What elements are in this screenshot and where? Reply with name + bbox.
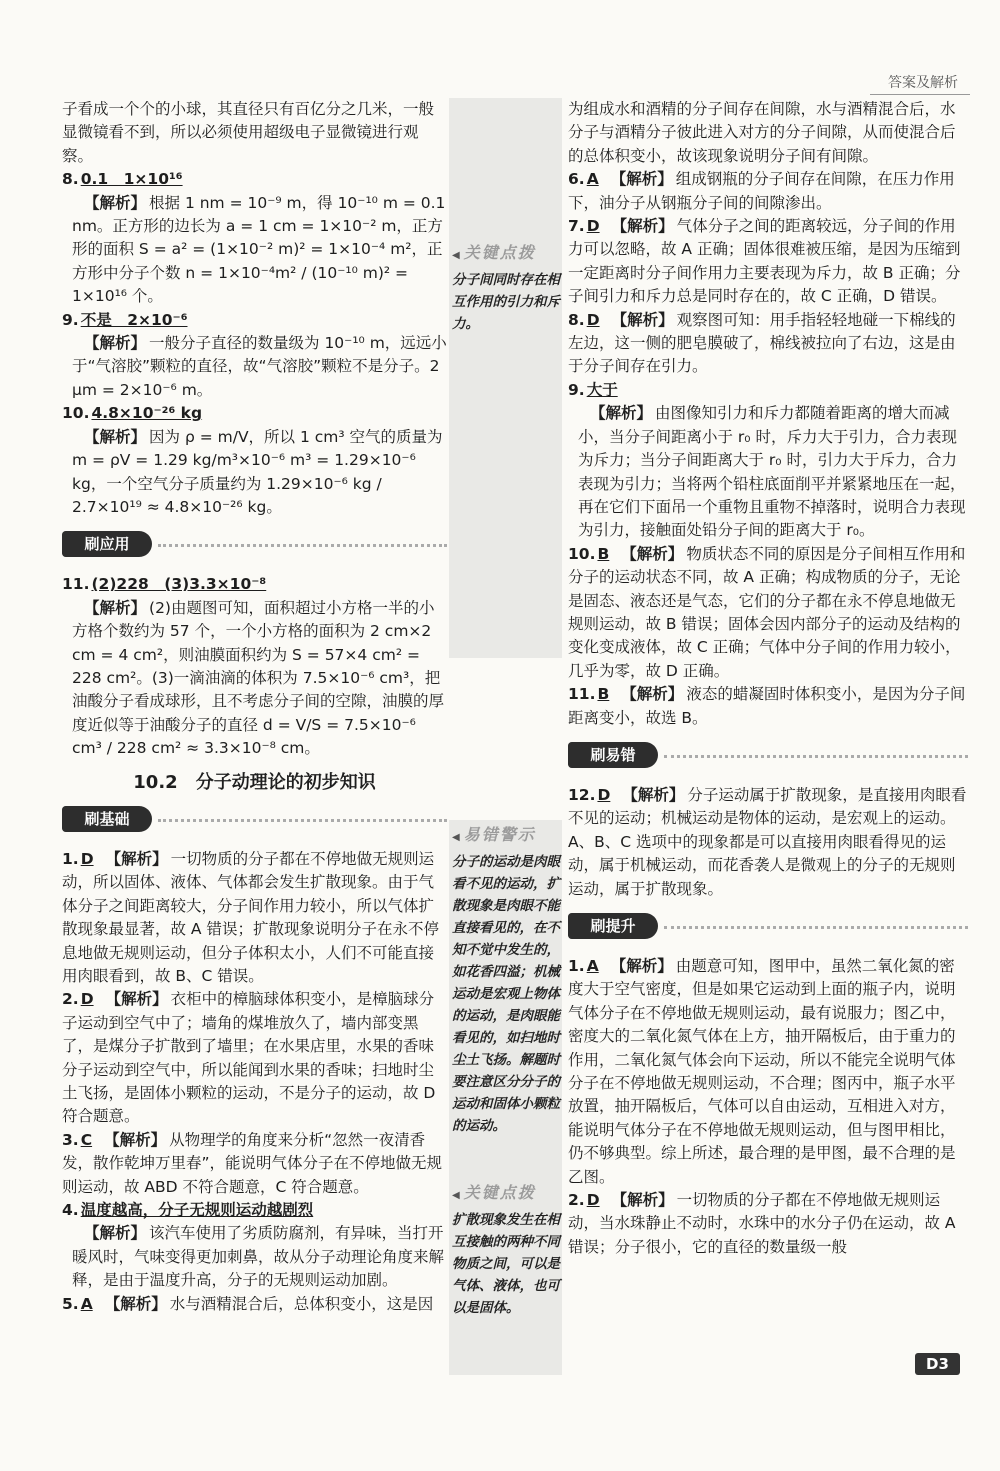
analysis-tag: 【解析】 bbox=[105, 990, 168, 1009]
note-title: ◀ 易错警示 bbox=[452, 822, 560, 845]
page-header-title: 答案及解析 bbox=[888, 75, 958, 91]
question-answer bbox=[568, 215, 968, 309]
section-header bbox=[568, 742, 968, 774]
analysis-text: 衣柜中的樟脑球体积变小，是樟脑球分子运动到空气中了；墙角的煤堆放久了，墙内部变黑了，是煤分子扩散到了墙里；在水果店里，水果的香味分子运动到空气中，所以能闻到水果的香味；扫地时尘土飞扬，是固体小颗粒的运动，不是分子的运动，故 D 符合题意。 bbox=[62, 990, 436, 1126]
analysis-text: 观察图可知：用手指轻轻地碰一下棉线的左边，这一侧的肥皂膜破了，棉线被拉向了右边，这是由于分子间存在引力。 bbox=[568, 310, 956, 376]
analysis-text: 一切物质的分子都在不停地做无规则运动，所以固体、液体、气体都会发生扩散现象。由于气体分子之间距离较大，分子间作用力较小，所以气体扩散现象最显著，故 A 错误；扩散现象说明分子在永不停息地做无规则运动，但分子体积太小，人们不可能直接用肉眼看到，故 B、C 错误。 bbox=[62, 849, 439, 985]
analysis-text: 组成钢瓶的分子间存在间隙，在压力作用下，油分子从钢瓶分子间的间隙渗出。 bbox=[568, 170, 955, 212]
paragraph bbox=[62, 597, 447, 761]
question-number: 8. bbox=[568, 310, 585, 329]
analysis-text: 液态的蜡凝固时体积变小，是因为分子间距离变小，故选 B。 bbox=[568, 685, 966, 727]
answer-value: 0.1 1×10¹⁶ bbox=[80, 170, 183, 189]
paragraph-text: 为组成水和酒精的分子间存在间隙，水与酒精混合后，水分子与酒精分子彼此进入对方的分子间隙，从而使混合后的总体积变小，故该现象说明分子间有间隙。 bbox=[568, 100, 956, 165]
section-dotted-rule bbox=[664, 926, 968, 929]
note-body: 分子的运动是肉眼看不见的运动，扩散现象是肉眼不能直接看见的，在不知不觉中发生的，如花香四溢；机械运动是宏观上物体的运动，是肉眼能看见的，如扫地时尘土飞扬。解题时要注意区分分子的运动和固体小颗粒的运动。 bbox=[452, 854, 560, 1134]
paragraph bbox=[568, 402, 968, 542]
paragraph-text: 子看成一个个的小球，其直径只有百亿分之几米，一般显微镜看不到，所以必须使用超级电子显微镜进行观察。 bbox=[62, 100, 435, 165]
answer-value: (2)228 (3)3.3×10⁻⁸ bbox=[91, 575, 267, 594]
analysis-tag: 【解析】 bbox=[621, 544, 684, 563]
section-badge: 刷易错 bbox=[568, 742, 658, 768]
analysis-text: 从物理学的角度来分析“忽然一夜清香发，散作乾坤万里春”，能说明气体分子在不停地做无规则运动，故 ABD 不符合题意，C 符合题意。 bbox=[62, 1130, 443, 1196]
analysis-tag: 【解析】 bbox=[611, 217, 674, 236]
question-number: 9. bbox=[568, 380, 585, 399]
answer-value: 4.8×10⁻²⁶ kg bbox=[91, 404, 203, 423]
paragraph bbox=[62, 192, 447, 309]
analysis-text: 由题意可知，图甲中，虽然二氧化氮的密度大于空气密度，但是如果它运动到上面的瓶子内，说明气体分子在不停地做无规则运动，最有说服力；图乙中，密度大的二氧化氮气体在上方，抽开隔板后，由于重力的作用，二氧化氮气体会向下运动，所以不能完全说明气体分子在不停地做无规则运动，不合理；图丙中，瓶子水平放置，抽开隔板后，气体可以自由运动，互相进入对方，能说明气体分子在不停地做无规则运动，但与图甲相比，仍不够典型。综上所述，最合理的是甲图，最不合理的是乙图。 bbox=[568, 957, 956, 1186]
question-number: 2. bbox=[62, 990, 79, 1009]
analysis-tag: 【解析】 bbox=[611, 310, 674, 329]
page-number: D3 bbox=[915, 1353, 960, 1375]
paragraph-text: 根据 1 nm = 10⁻⁹ m，得 10⁻¹⁰ m = 0.1 nm。正方形的边长为 a = 1 cm = 1×10⁻² m，正方形的面积 S = a² = (1×10⁻² m)² = 1×10⁻⁴ m²，正方形中分子个数 n = 1×10⁻⁴m² / (10⁻¹⁰ m)² = 1×10¹⁶ 个。 bbox=[72, 193, 446, 306]
chapter-heading bbox=[62, 771, 447, 794]
question-answer bbox=[62, 1293, 447, 1316]
answer-value: A bbox=[586, 170, 599, 189]
section-header bbox=[568, 913, 968, 945]
analysis-tag: 【解析】 bbox=[84, 334, 147, 353]
question-answer bbox=[568, 168, 968, 215]
analysis-tag: 【解析】 bbox=[621, 685, 684, 704]
analysis-tag: 【解析】 bbox=[84, 598, 147, 617]
question-number: 7. bbox=[568, 217, 585, 236]
question-answer bbox=[62, 1199, 447, 1222]
section-dotted-rule bbox=[158, 544, 447, 547]
question-answer bbox=[568, 784, 968, 901]
note-key-tip-2 bbox=[452, 1180, 560, 1319]
paragraph-text: 因为 ρ = m/V，所以 1 cm³ 空气的质量为 m = ρV = 1.29 kg/m³×10⁻⁶ m³ = 1.29×10⁻⁶ kg，一个空气分子质量约为 1.29×10⁻⁶ kg / 2.7×10¹⁹ ≈ 4.8×10⁻²⁶ kg。 bbox=[72, 427, 443, 516]
answer-value: B bbox=[597, 544, 610, 563]
analysis-tag: 【解析】 bbox=[610, 170, 673, 189]
question-number: 9. bbox=[62, 310, 79, 329]
answer-value: D bbox=[586, 310, 600, 329]
paragraph-text: 该汽车使用了劣质防腐剂，有异味，当打开暖风时，气味变得更加刺鼻，故从分子动理论角度来解释，是由于温度升高，分子的无规则运动加剧。 bbox=[72, 1224, 445, 1290]
analysis-tag: 【解析】 bbox=[622, 785, 685, 804]
question-answer bbox=[568, 683, 968, 730]
answer-value: B bbox=[597, 685, 610, 704]
answer-value: A bbox=[80, 1294, 93, 1313]
answer-value: 温度越高，分子无规则运动越剧烈 bbox=[80, 1201, 314, 1220]
chapter-number: 10.2 bbox=[133, 771, 178, 793]
answer-value: D bbox=[80, 990, 94, 1009]
question-number: 5. bbox=[62, 1294, 79, 1313]
question-answer bbox=[568, 543, 968, 683]
question-answer bbox=[568, 309, 968, 379]
question-number: 2. bbox=[568, 1191, 585, 1210]
question-answer bbox=[62, 402, 447, 425]
question-answer bbox=[62, 848, 447, 988]
header-rule bbox=[870, 94, 970, 95]
analysis-tag: 【解析】 bbox=[104, 1294, 167, 1313]
question-number: 8. bbox=[62, 170, 79, 189]
analysis-tag: 【解析】 bbox=[105, 849, 168, 868]
section-header bbox=[62, 531, 447, 563]
question-answer bbox=[62, 1129, 447, 1199]
note-body: 扩散现象发生在相互接触的两种不同物质之间，可以是气体、液体，也可以是固体。 bbox=[452, 1212, 560, 1316]
right-column bbox=[568, 98, 968, 1259]
answer-value: C bbox=[80, 1130, 93, 1149]
analysis-text: 物质状态不同的原因是分子间相互作用和分子的运动状态不同，故 A 正确；构成物质的分子，无论是固态、液态还是气态，它们的分子都在永不停息地做无规则运动，故 B 错误；固体会因内部分子的运动及结构的变化变成液体，故 C 正确；气体中分子间的作用力较小，几乎为零，故 D 正确。 bbox=[568, 544, 966, 680]
note-title: ◀ 关键点拨 bbox=[452, 240, 560, 263]
answer-value: D bbox=[586, 1191, 600, 1210]
paragraph bbox=[62, 1222, 447, 1292]
section-badge: 刷应用 bbox=[62, 531, 152, 557]
analysis-tag: 【解析】 bbox=[84, 427, 147, 446]
analysis-tag: 【解析】 bbox=[590, 404, 653, 423]
section-dotted-rule bbox=[158, 819, 447, 822]
question-answer bbox=[568, 955, 968, 1189]
analysis-tag: 【解析】 bbox=[611, 1191, 674, 1210]
answer-value: D bbox=[80, 849, 94, 868]
question-number: 1. bbox=[568, 957, 585, 975]
question-answer bbox=[62, 309, 447, 332]
question-answer bbox=[568, 1189, 968, 1259]
question-number: 3. bbox=[62, 1130, 79, 1149]
note-title: ◀ 关键点拨 bbox=[452, 1180, 560, 1203]
chapter-title: 分子动理论的初步知识 bbox=[195, 771, 376, 793]
analysis-tag: 【解析】 bbox=[610, 957, 673, 975]
paragraph bbox=[62, 426, 447, 520]
question-number: 11. bbox=[568, 685, 596, 704]
analysis-text: 分子运动属于扩散现象，是直接用肉眼看不见的运动；机械运动是物体的运动，是宏观上的运动。A、B、C 选项中的现象都是可以直接用肉眼看得见的运动，属于机械运动，而花香袭人是微观上的分子的无规则运动，属于扩散现象。 bbox=[568, 785, 967, 898]
note-error-warning bbox=[452, 822, 560, 1137]
question-answer bbox=[62, 573, 447, 596]
paragraph-text: (2)由题图可知，面积超过小方格一半的小方格个数约为 57 个，一个小方格的面积为 2 cm×2 cm = 4 cm²，则油膜面积约为 S = 57×4 cm² = 228 cm²。(3)一滴油滴的体积为 7.5×10⁻⁶ cm³，把油酸分子看成球形，且不考虑分子间的空隙，油膜的厚度近似等于油酸分子的直径 d = V/S = 7.5×10⁻⁶ cm³ / 228 cm² ≈ 3.3×10⁻⁸ cm。 bbox=[72, 598, 445, 758]
question-number: 11. bbox=[62, 575, 90, 594]
sidebar-panel-top bbox=[449, 98, 562, 658]
note-key-tip-1 bbox=[452, 240, 560, 335]
answer-value: 不是 2×10⁻⁶ bbox=[80, 310, 188, 329]
paragraph-text: 一般分子直径的数量级为 10⁻¹⁰ m，远远小于“气溶胶”颗粒的直径，故“气溶胶”颗粒不是分子。2 μm = 2×10⁻⁶ m。 bbox=[72, 334, 447, 399]
section-badge: 刷提升 bbox=[568, 913, 658, 939]
paragraph bbox=[62, 98, 447, 168]
question-answer bbox=[62, 168, 447, 191]
analysis-tag: 【解析】 bbox=[104, 1130, 167, 1149]
section-dotted-rule bbox=[664, 755, 968, 758]
analysis-text: 一切物质的分子都在不停地做无规则运动，当水珠静止不动时，水珠中的水分子仍在运动，故 A 错误；分子很小，它的直径的数量级一般 bbox=[568, 1191, 956, 1256]
analysis-tag: 【解析】 bbox=[84, 1224, 147, 1243]
answer-value: D bbox=[586, 217, 600, 236]
note-body: 分子间同时存在相互作用的引力和斥力。 bbox=[452, 272, 560, 332]
question-number: 6. bbox=[568, 170, 585, 189]
question-answer bbox=[568, 379, 968, 402]
paragraph-text: 由图像知引力和斥力都随着距离的增大而减小，当分子间距离小于 r₀ 时，斥力大于引力，合力表现为斥力；当分子间距离大于 r₀ 时，引力大于斥力，合力表现为引力；当将两个铅柱底面削平并紧紧地压在一起，再在它们下面吊一个重物且重物不掉落时，说明合力表现为引力，接触面处铅分子间的距离大于 r₀。 bbox=[578, 404, 966, 540]
answer-value: A bbox=[586, 957, 599, 975]
left-column bbox=[62, 98, 447, 1316]
answer-value: D bbox=[597, 785, 611, 804]
analysis-text: 气体分子之间的距离较远，分子间的作用力可以忽略，故 A 正确；固体很难被压缩，是因为压缩到一定距离时分子间作用力主要表现为斥力，故 B 正确；分子间引力和斥力总是同时存在的，故 C 正确，D 错误。 bbox=[568, 217, 961, 306]
question-number: 1. bbox=[62, 849, 79, 868]
analysis-tag: 【解析】 bbox=[84, 193, 147, 212]
paragraph bbox=[62, 332, 447, 402]
section-header bbox=[62, 806, 447, 838]
section-badge: 刷基础 bbox=[62, 806, 152, 832]
paragraph bbox=[568, 98, 968, 168]
analysis-text: 水与酒精混合后，总体积变小，这是因 bbox=[169, 1294, 434, 1313]
question-number: 10. bbox=[568, 544, 596, 563]
question-number: 10. bbox=[62, 404, 90, 423]
answer-value: 大于 bbox=[586, 380, 618, 399]
question-number: 12. bbox=[568, 785, 596, 804]
question-answer bbox=[62, 988, 447, 1128]
question-number: 4. bbox=[62, 1201, 79, 1220]
